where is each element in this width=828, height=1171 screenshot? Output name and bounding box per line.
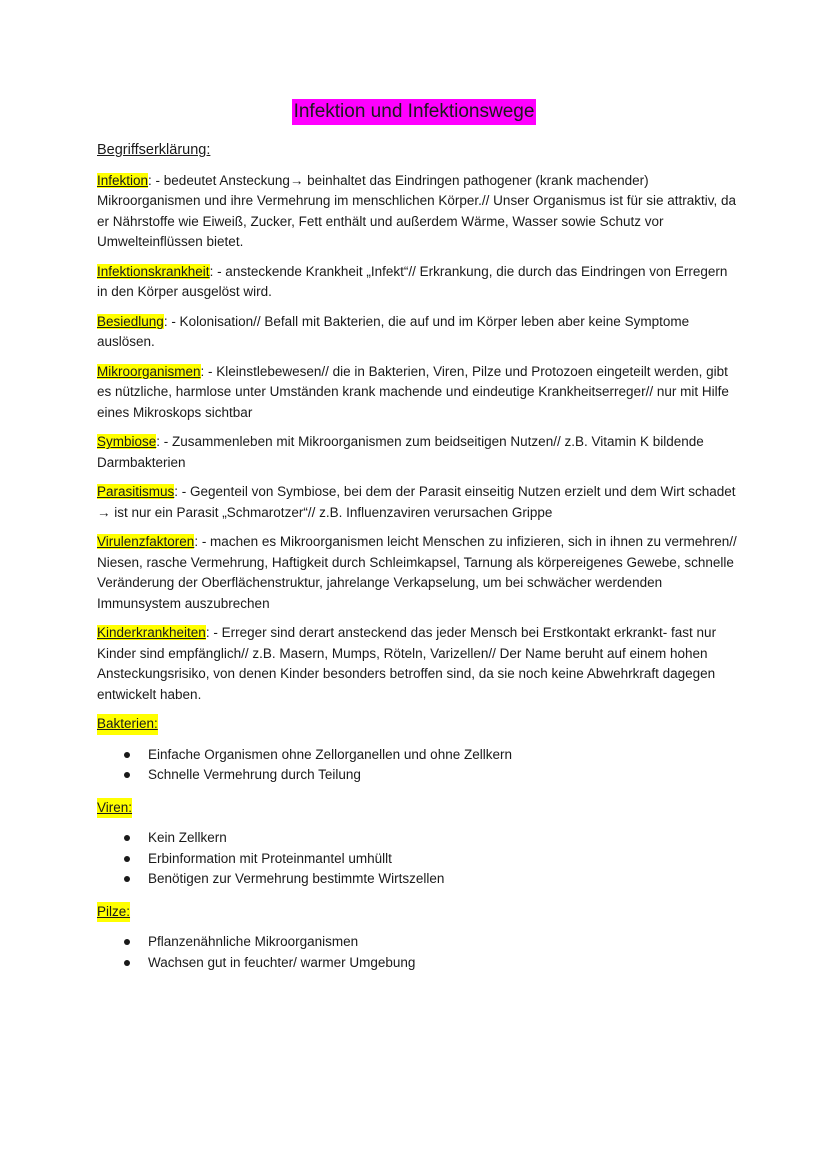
list-item: Pflanzenähnliche Mikroorganismen	[148, 932, 737, 953]
definition-term: Virulenzfaktoren	[97, 534, 195, 549]
definition-mikroorganismen	[97, 362, 737, 424]
list-item: Kein Zellkern	[148, 828, 737, 849]
title-container	[0, 99, 828, 125]
definition-text: : - Erreger sind derart ansteckend das jeder Mensch bei Erstkontakt erkrankt- fast nur Kinder sind empfänglich// z.B. Masern, Mumps, Röteln, Varizellen// Der Name beruht auf einem hohen Ansteckungsrisiko, von denen Kinder besonders betroffen sind, da sie noch keine Abwehrkraft dagegen entwickelt haben.	[97, 625, 717, 702]
definitions-list	[97, 171, 737, 706]
section-pilze	[97, 902, 737, 974]
bullet-list	[97, 828, 737, 890]
definition-term: Mikroorganismen	[97, 363, 201, 379]
definition-term: Infektionskrankheit	[97, 263, 210, 279]
definition-term: Besiedlung	[97, 313, 164, 329]
definition-text: : - Zusammenleben mit Mikroorganismen zum beidseitigen Nutzen// z.B. Vitamin K bildende Darmbakterien	[97, 434, 704, 470]
definition-text: : - machen es Mikroorganismen leicht Menschen zu infizieren, sich in ihnen zu vermehren// Niesen, rasche Vermehrung, Haftigkeit durch Schleimkapsel, Tarnung als körpereigenes Gewebe, schnelle Veränderung der Oberflächenstruktur, jahrelange Verkapselung, um bei schwächer werdenden Immunsystem auszubrechen	[97, 534, 737, 611]
definition-symbiose	[97, 432, 737, 473]
section-viren	[97, 798, 737, 890]
definition-text: : - Kleinstlebewesen// die in Bakterien, Viren, Pilze und Protozoen eingeteilt werden, gibt es nützliche, harmlose unter Umständen krank machende und eindeutige Krankheitserreger// nur mit Hilfe eines Mikroskops sichtbar	[97, 363, 729, 420]
definition-kinderkrankheiten	[97, 623, 737, 705]
document-body	[97, 140, 737, 985]
list-item: Einfache Organismen ohne Zellorganellen und ohne Zellkern	[148, 745, 737, 766]
list-item: Erbinformation mit Proteinmantel umhüllt	[148, 849, 737, 870]
bullet-list	[97, 745, 737, 786]
definition-text: : - ansteckende Krankheit „Infekt“// Erkrankung, die durch das Eindringen von Erregern in den Körper ausgelöst wird.	[97, 263, 728, 299]
list-item: Schnelle Vermehrung durch Teilung	[148, 765, 737, 786]
definition-term: Parasitismus	[97, 484, 175, 499]
section-label: Pilze:	[97, 902, 130, 923]
definition-text: : - Kolonisation// Befall mit Bakterien, die auf und im Körper leben aber keine Symptome auslösen.	[97, 313, 690, 349]
page-title: Infektion und Infektionswege	[292, 99, 537, 125]
definition-infektionskrankheit	[97, 262, 737, 303]
definition-parasitismus	[97, 482, 737, 523]
definition-besiedlung	[97, 312, 737, 353]
definition-text: : - bedeutet Ansteckung→ beinhaltet das Eindringen pathogener (krank machender) Mikroorganismen und ihre Vermehrung im menschlichen Körper.// Unser Organismus ist für sie attraktiv, da er Nährstoffe wie Eiweiß, Zucker, Fett enthält und außerdem Wärme, Wasser sowie Schutz vor Umwelteinflüssen bietet.	[97, 172, 737, 249]
section-label: Viren:	[97, 798, 132, 819]
definition-term: Kinderkrankheiten	[97, 625, 206, 640]
definition-term: Infektion	[97, 172, 149, 188]
section-bakterien	[97, 714, 737, 786]
bullet-list	[97, 932, 737, 973]
definition-text: : - Gegenteil von Symbiose, bei dem der Parasit einseitig Nutzen erzielt und dem Wirt schadet → ist nur ein Parasit „Schmarotzer“// z.B. Influenzaviren verursachen Grippe	[97, 484, 736, 520]
list-item: Wachsen gut in feuchter/ warmer Umgebung	[148, 953, 737, 974]
definition-term: Symbiose	[97, 434, 157, 449]
definition-infektion	[97, 171, 737, 253]
section-label: Bakterien:	[97, 714, 158, 735]
section-heading: Begriffserklärung:	[97, 142, 211, 158]
definition-virulenzfaktoren	[97, 532, 737, 614]
list-item: Benötigen zur Vermehrung bestimmte Wirtszellen	[148, 869, 737, 890]
